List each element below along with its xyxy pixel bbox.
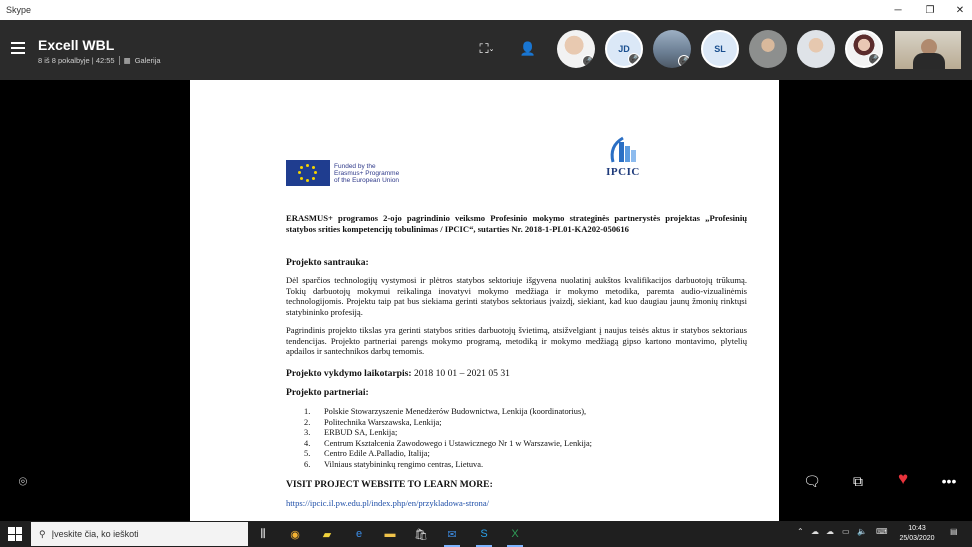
task-view-icon[interactable]: ⫼ xyxy=(260,527,266,540)
share-screen-icon[interactable]: ⧉ xyxy=(853,472,863,489)
shared-document xyxy=(190,80,779,521)
summary-paragraph-1: Dėl sparčios technologijų vystymosi ir plėtros statybos sektoriuje išgyvena nuolatinį aukštos kvalifikacijos darbuotojų trūkumą. Tokių darbuotojų mokymui reikalinga inovatyvi mokymo medžiaga ir mokymo metodika, paremta audio-vizualinėmis technologijomis. Projektu taip pat bus siekiama gerinti statybos sektoriaus įvaizdį, siekiant, kad kuo daugiau jaunų žmonių rinktųsi statybininko profesiją. xyxy=(286,275,747,317)
layout-switch-icon[interactable]: ⛶ ⌄ xyxy=(479,41,495,56)
tray-chevron-icon[interactable]: ⌃ xyxy=(797,527,804,536)
notifications-icon[interactable]: ▤ xyxy=(950,527,958,536)
project-period xyxy=(286,368,510,379)
participant-initials: JD xyxy=(618,44,630,54)
list-item: 6. Vilniaus statybininkų rengimo centras, Lietuva. xyxy=(304,459,484,469)
excel-icon[interactable]: X xyxy=(505,524,525,544)
list-item: 4. Centrum Kształcenia Zawodowego i Ustawicznego Nr 1 w Warszawie, Lenkija; xyxy=(304,438,593,448)
list-item: 2. Politechnika Warszawska, Lenkija; xyxy=(304,417,442,427)
summary-paragraph-2: Pagrindinis projekto tikslas yra gerinti statybos srities darbuotojų švietimą, atsižvelgiant į naujus teisės aktus ir statybos sektoriaus tendencijas. Projekto partneriai parengs mokymo programą, metodiką ir mokymo medžiagą gipso kartono montavimo, plytelių apdailos ir santechnikos darbų temomis. xyxy=(286,325,747,356)
participant-avatar-7[interactable] xyxy=(845,30,883,68)
list-item: 1. Polskie Stowarzyszenie Menedżerów Budownictwa, Lenkija (koordinatorius), xyxy=(304,407,587,416)
more-options-icon[interactable]: ••• xyxy=(941,473,957,489)
participant-avatar-6[interactable] xyxy=(797,30,835,68)
window-titlebar xyxy=(0,0,972,20)
call-participant-count: 8 iš 8 pokalbyje | 42:55 xyxy=(38,56,115,65)
store-icon[interactable]: 🛍 xyxy=(414,528,428,541)
screenshot-icon[interactable]: ⌾ xyxy=(18,472,28,489)
call-header xyxy=(0,20,972,80)
visit-website-label: VISIT PROJECT WEBSITE TO LEARN MORE: xyxy=(286,479,493,490)
network-icon[interactable]: ▭ xyxy=(842,527,850,536)
chrome-icon[interactable]: ◉ xyxy=(290,528,300,541)
call-status xyxy=(38,56,161,65)
period-label: Projekto vykdymo laikotarpis: xyxy=(286,368,412,379)
partners-title: Projekto partneriai: xyxy=(286,387,369,398)
clock-time: 10:43 xyxy=(908,525,926,532)
partners-list xyxy=(304,407,592,471)
mic-off-icon: 🎤 xyxy=(678,55,690,67)
mic-off-icon: 🎤 xyxy=(628,53,640,65)
skype-icon[interactable]: S xyxy=(474,524,494,544)
system-clock[interactable] xyxy=(893,524,941,544)
call-title: Excell WBL xyxy=(38,37,115,53)
cloud-icon[interactable]: ☁ xyxy=(811,527,819,536)
screen-share-stage xyxy=(0,80,972,521)
add-participant-icon[interactable]: 👤 xyxy=(519,41,537,56)
list-item: 3. ERBUD SA, Lenkija; xyxy=(304,428,398,438)
ipcic-logo-text: IPCIC xyxy=(606,166,640,178)
document-heading: ERASMUS+ programos 2-ojo pagrindinio veiksmo Profesinio mokymo strateginės partnerystės projektas „Profesinių statybos srities kompetencijų tobulinimas / IPCIC“, sutarties Nr. 2018-1-PL01-KA202-050616 xyxy=(286,213,747,234)
file-explorer-icon[interactable]: ▬ xyxy=(384,528,396,540)
mic-off-icon: 🎤 xyxy=(868,53,880,65)
eu-logo-line: Erasmus+ Programme xyxy=(334,169,400,177)
ipcic-logo xyxy=(594,132,652,186)
menu-icon[interactable] xyxy=(11,42,25,54)
outlook-icon[interactable]: ✉ xyxy=(442,524,462,544)
eu-erasmus-logo xyxy=(286,160,426,186)
period-value: 2018 10 01 – 2021 05 31 xyxy=(411,368,510,379)
list-item: 5. Centro Edile A.Palladio, Italija; xyxy=(304,449,430,459)
maximize-button[interactable]: ❐ xyxy=(925,4,935,16)
participant-avatar-4[interactable] xyxy=(701,30,739,68)
window-title: Skype xyxy=(6,5,32,15)
gallery-icon: ▦ xyxy=(123,56,131,65)
clock-date: 25/03/2020 xyxy=(899,535,935,542)
participant-avatar-5[interactable] xyxy=(749,30,787,68)
participant-avatar-3[interactable] xyxy=(653,30,691,68)
keyboard-icon[interactable]: ⌨ xyxy=(876,527,888,536)
participant-avatar-1[interactable] xyxy=(557,30,595,68)
participant-avatar-2[interactable] xyxy=(605,30,643,68)
eu-logo-line: of the European Union xyxy=(334,176,400,184)
heart-reaction-icon[interactable]: ♥ xyxy=(897,469,909,488)
self-video-preview[interactable] xyxy=(895,31,961,69)
sticky-notes-icon[interactable]: ▰ xyxy=(322,528,332,541)
project-website-link[interactable]: https://ipcic.il.pw.edu.pl/index.php/en/przykladowa-strona/ xyxy=(286,498,490,508)
onedrive-icon[interactable]: ☁ xyxy=(826,527,834,536)
eu-flag-icon xyxy=(286,160,330,186)
windows-taskbar xyxy=(0,521,972,547)
close-button[interactable]: ✕ xyxy=(955,4,965,16)
ipcic-building-icon xyxy=(605,132,641,166)
edge-icon[interactable]: e xyxy=(355,528,363,540)
search-placeholder: Įveskite čia, ko ieškoti xyxy=(51,529,139,539)
mic-off-icon: 🎤 xyxy=(582,55,594,67)
chat-icon[interactable]: 🗨 xyxy=(803,472,821,489)
gallery-view-label[interactable]: Galerija xyxy=(134,56,161,65)
search-icon: ⚲ xyxy=(39,528,46,539)
taskbar-search-input[interactable] xyxy=(31,522,248,546)
windows-start-icon[interactable] xyxy=(8,527,22,541)
eu-logo-line: Funded by the xyxy=(334,162,376,170)
summary-title: Projekto santrauka: xyxy=(286,257,369,268)
volume-icon[interactable]: 🔈 xyxy=(857,527,867,536)
minimize-button[interactable]: ─ xyxy=(894,4,902,16)
participant-initials: SL xyxy=(714,44,726,54)
